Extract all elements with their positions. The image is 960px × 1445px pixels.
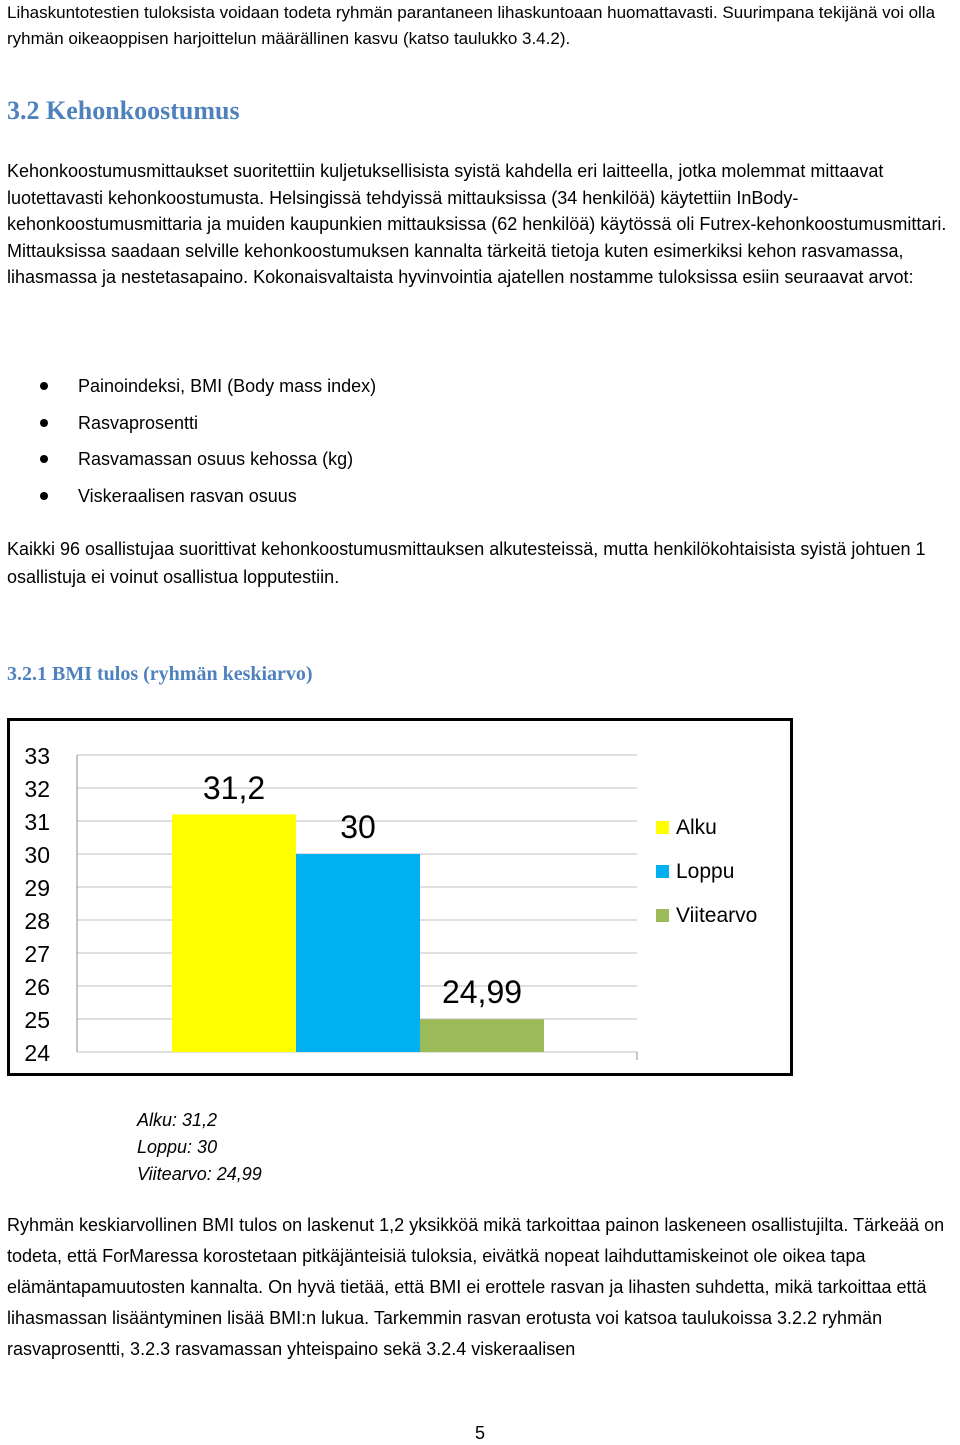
y-tick-label: 33 [24, 743, 50, 769]
data-label: 30 [340, 809, 376, 845]
final-paragraph: Ryhmän keskiarvollinen BMI tulos on laskenut 1,2 yksikköä mikä tarkoittaa painon laskeneen osallistujilta. Tärkeää on todeta, että ForMaressa korostetaan pitkäjänteisiä tuloksia, eivätkä nopeat laihduttamiskeinot ole oikea tapa elämäntapamuutosten kannalta. On hyvä tietää, että BMI ei erottele rasvan ja lihasten suhdetta, mikä tarkoittaa että lihasmassan lisääntyminen lisää BMI:n lukua. Tarkemmin rasvan erotusta voi katsoa taulukoissa 3.2.2 ryhmän rasvaprosentti, 3.2.3 rasvamassan yhteispaino sekä 3.2.4 viskeraalisen [7, 1215, 945, 1359]
y-tick-label: 32 [24, 776, 50, 802]
y-tick-label: 30 [24, 842, 50, 868]
bullet-icon [40, 419, 48, 427]
data-label: 24,99 [441, 974, 523, 1010]
list-item [40, 445, 376, 482]
bullet-list [40, 372, 376, 518]
summary-line-viitearvo: Viitearvo: 24,99 [137, 1164, 262, 1184]
intro-paragraph: Lihaskuntotestien tuloksista voidaan todeta ryhmän parantaneen lihaskuntoaan huomattavasti. Suurimpana tekijänä voi olla ryhmän oikeaoppisen harjoittelun määrällinen kasvu (katso taulukko 3.4.2). [7, 3, 936, 48]
bullet-icon [40, 455, 48, 463]
legend-swatch [656, 821, 669, 834]
y-tick-label: 25 [24, 1007, 50, 1033]
y-tick-label: 28 [24, 908, 50, 934]
bar-alku [172, 814, 296, 1052]
legend-label: Loppu [676, 860, 735, 883]
y-tick-label: 26 [24, 974, 50, 1000]
bmi-chart-svg [10, 721, 790, 1073]
bullet-text: Viskeraalisen rasvan osuus [78, 485, 297, 506]
bmi-summary [137, 1107, 262, 1188]
legend-label: Alku [676, 816, 717, 839]
y-tick-label: 27 [24, 941, 50, 967]
list-item [40, 372, 376, 409]
bullet-text: Rasvamassan osuus kehossa (kg) [78, 449, 354, 469]
bmi-chart [7, 718, 793, 1076]
bullet-icon [40, 492, 48, 500]
body-paragraph: Kehonkoostumusmittaukset suoritettiin kuljetuksellisista syistä kahdella eri laitteella, jotka molemmat mittaavat luotettavasti kehonkoostumusta. Helsingissä tehdyissä mittauksissa (34 henkilöä) käytettiin InBody-kehonkoostumusmittaria ja muiden kaupunkien mittauksissa (62 henkilöä) käytössä oli Futrex-kehonkoostumusmittari. Mittauksissa saadaan selville kehonkoostumuksen kannalta tärkeitä tietoja kuten esimerkiksi kehon rasvamassa, lihasmassa ja nestetasapaino. Kokonaisvaltaista hyvinvointia ajatellen nostamme tuloksissa esiin seuraavat arvot: [7, 161, 947, 287]
legend-label: Viitearvo [676, 904, 758, 927]
section-heading: 3.2 Kehonkoostumus [7, 96, 240, 125]
y-tick-label: 29 [24, 875, 50, 901]
y-tick-label: 24 [24, 1040, 50, 1066]
legend-swatch [656, 865, 669, 878]
list-item [40, 482, 376, 519]
list-item [40, 409, 376, 446]
page-number: 5 [474, 1423, 485, 1443]
summary-line-alku: Alku: 31,2 [137, 1110, 218, 1130]
after-bullets-paragraph: Kaikki 96 osallistujaa suorittivat kehonkoostumusmittauksen alkutesteissä, mutta henkilökohtaisista syistä johtuen 1 osallistuja ei voinut osallistua lopputestiin. [7, 539, 926, 587]
legend-swatch [656, 909, 669, 922]
bullet-text: Rasvaprosentti [78, 412, 199, 433]
summary-line-loppu: Loppu: 30 [137, 1137, 218, 1157]
bullet-icon [40, 382, 48, 390]
bullet-text: Painoindeksi, BMI (Body mass index) [78, 376, 377, 396]
bar-viitearvo [420, 1019, 544, 1052]
bar-loppu [296, 854, 420, 1052]
subsection-heading: 3.2.1 BMI tulos (ryhmän keskiarvo) [7, 663, 313, 685]
data-label: 31,2 [202, 770, 266, 806]
y-tick-label: 31 [24, 809, 50, 835]
